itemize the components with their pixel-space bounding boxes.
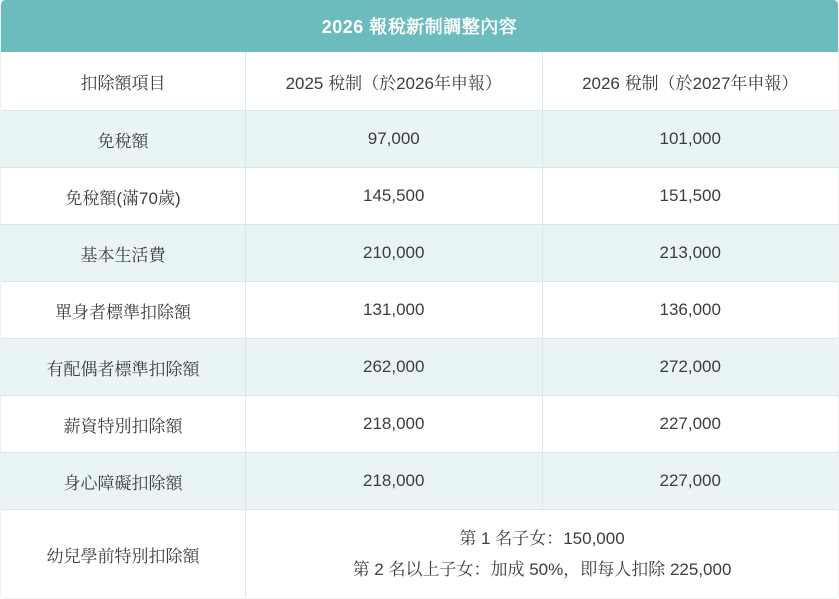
table-row [1,111,838,168]
table-title: 2026 報稅新制調整內容 [321,17,518,37]
value-2025: 131,000 [246,282,543,338]
row-label: 免稅額 [1,111,246,167]
value-2026: 227,000 [659,414,721,433]
row-label: 幼兒學前特別扣除額 [1,510,246,598]
row-label: 有配偶者標準扣除額 [1,339,246,395]
table-row [1,225,838,282]
row-label: 基本生活費 [1,225,246,281]
value-2026: 227,000 [659,471,721,490]
value-2025: 97,000 [246,111,543,167]
value-2026: 272,000 [659,357,721,376]
table-row [1,339,838,396]
value-2026: 136,000 [659,300,721,319]
value-2026: 151,500 [659,186,721,205]
column-header-2025: 2025 稅制（於2026年申報） [246,52,543,110]
childcare-line-1: 第 1 名子女：150,000 [459,529,625,548]
row-label: 薪資特別扣除額 [1,396,246,452]
childcare-line-2: 第 2 名以上子女：加成 50%，即每人扣除 225,000 [352,560,732,579]
value-2025: 218,000 [246,453,543,509]
row-label: 單身者標準扣除額 [1,282,246,338]
value-2025: 262,000 [246,339,543,395]
table-row-childcare [1,510,838,598]
table-row [1,282,838,339]
table-row [1,396,838,453]
value-2025: 145,500 [246,168,543,224]
table-row [1,168,838,225]
table-title-bar [1,0,838,52]
childcare-deduction-detail [246,510,838,598]
row-label: 免稅額(滿70歲) [1,168,246,224]
value-2026: 101,000 [659,129,721,148]
column-header-row [1,52,838,111]
column-header-item: 扣除額項目 [1,52,246,110]
value-2026: 213,000 [659,243,721,262]
table-row [1,453,838,510]
value-2025: 210,000 [246,225,543,281]
row-label: 身心障礙扣除額 [1,453,246,509]
column-header-2026: 2026 稅制（於2027年申報） [582,73,799,93]
value-2025: 218,000 [246,396,543,452]
